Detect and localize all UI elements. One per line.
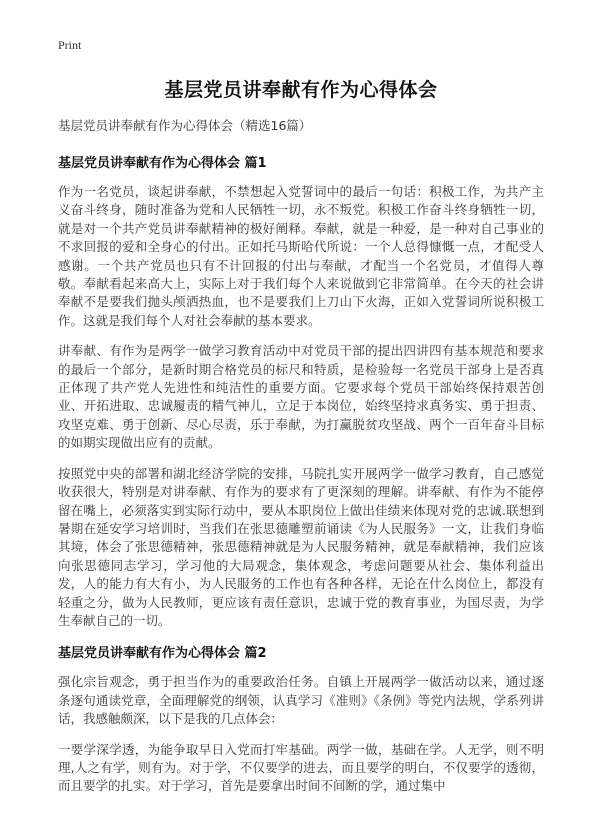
paragraph: 强化宗旨观念，勇于担当作为的重要政治任务。自镇上开展两学一做活动以来，通过逐条逐句通读党章，全面理解党的纲领，认真学习《准则》《条例》等党内法规，学系列讲话，我感触颇深，以下是我的几点体会： <box>58 674 544 727</box>
paragraph: 按照党中央的部署和湖北经济学院的安排，马院扎实开展两学一做学习教育，自己感觉收获很大，特别是对讲奉献、有作为的要求有了更深刻的理解。讲奉献、有作为不能停留在嘴上，必须落实到实际行动中，要从本职岗位上做出佳绩来体现对党的忠诚.联想到暑期在延安学习培训时，当我们在张思德雕塑前诵读《为人民服务》一文，让我们身临其境，体会了张思德精神，张思德精神就是为人民服务精神，就是奉献精神，我们应该向张思德同志学习，学习他的大局观念，集体观念，考虑问题要从社会、集体利益出发，人的能力有大有小，为人民服务的工作也有各种各样，无论在什么岗位上，都没有轻重之分，做为人民教师，更应该有责任意识，忠诚于党的教育事业，为国尽责，为学生奉献自己的一切。 <box>58 465 544 628</box>
section-1 <box>58 152 544 630</box>
print-link[interactable]: Print <box>58 38 82 52</box>
page-title: 基层党员讲奉献有作为心得体会 <box>164 79 438 101</box>
section-heading: 基层党员讲奉献有作为心得体会 篇2 <box>58 646 267 662</box>
document-subtitle: 基层党员讲奉献有作为心得体会（精选16篇） <box>58 118 312 133</box>
paragraph: 讲奉献、有作为是两学一做学习教育活动中对党员干部的提出四讲四有基本规范和要求的最后一个部分，是新时期合格党员的标尺和特质，是检验每一名党员干部身上是否真正体现了共产党人先进性和纯洁性的重要方面。它要求每个党员干部始终保持艰苦创业、开拓进取、忠诚履责的精气神儿，立足于本岗位，始终坚持求真务实、勇于担责、攻坚克难、勇于创新、尽心尽责，乐于奉献，为打赢脱贫攻坚战、两个一百年奋斗目标的如期实现做出应有的贡献。 <box>58 343 544 451</box>
section-heading: 基层党员讲奉献有作为心得体会 篇1 <box>58 156 267 171</box>
paragraph: 一要学深学透，为能争取早日入党而打牢基础。两学一做，基础在学。人无学，则不明理,人之有学，则有为。对于学，不仅要学的进去，而且要学的明白，不仅要学的透彻，而且要学的扎实。对于学习，首先是要拿出时间不间断的学，通过集中 <box>58 741 544 794</box>
paragraph: 作为一名党员，谈起讲奉献，不禁想起入党誓词中的最后一句话：积极工作，为共产主义奋斗终身，随时准备为党和人民牺牲一切，永不叛党。积极工作奋斗终身牺牲一切，就是对一个共产党员讲奉献精神的极好阐释。奉献，就是一种爱，是一种对自己事业的不求回报的爱和全身心的付出。正如托马斯哈代所说：一个人总得慷慨一点，才配受人感谢。一个共产党员也只有不计回报的付出与奉献，才配当一个名党员，才值得人尊敬。奉献看起来高大上，实际上对于我们每个人来说做到它非常简单。在今天的社会讲奉献不是要我们抛头颅洒热血，也不是要我们上刀山下火海，正如入党誓词所说积极工作。这就是我们每个人对社会奉献的基本要求。 <box>58 184 544 328</box>
section-2 <box>58 642 544 795</box>
